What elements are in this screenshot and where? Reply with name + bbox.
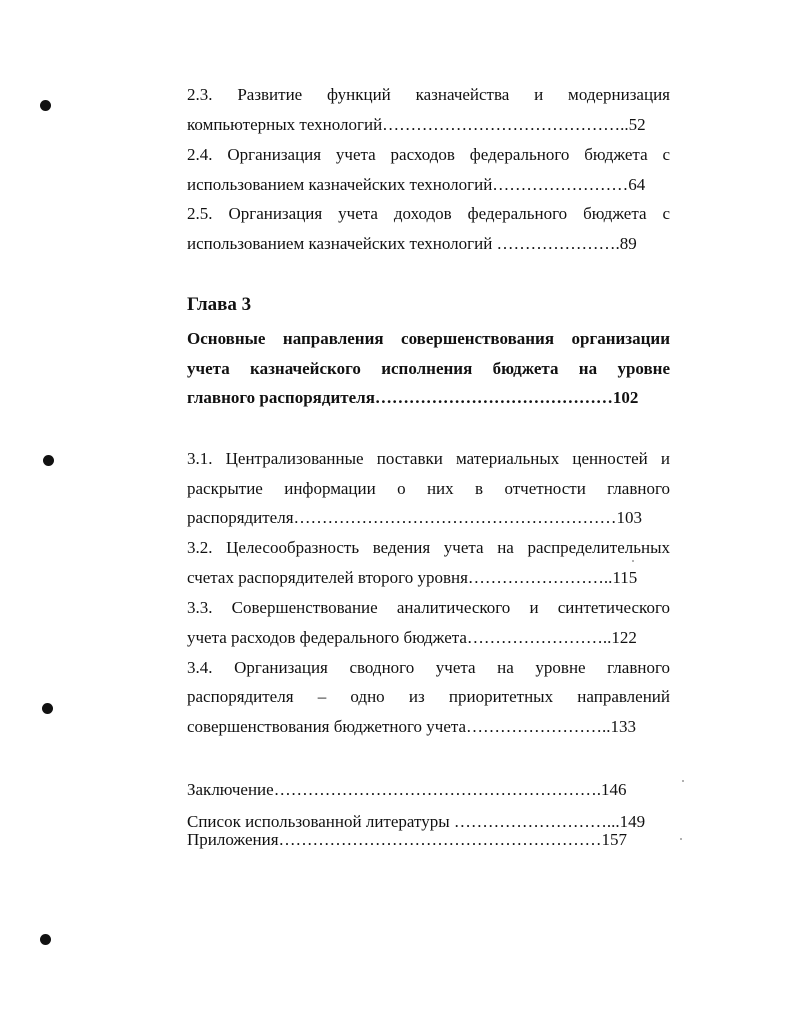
- toc-entry-2-4-line-1: 2.4. Организация учета расходов федерального бюджета с: [187, 145, 670, 164]
- punch-hole-2: [43, 455, 54, 466]
- chapter-title-line-1: Основные направления совершенствования организации: [187, 329, 670, 348]
- punch-hole-1: [40, 100, 51, 111]
- toc-entry-conclusion: Заключение………………………………………………….146: [187, 780, 627, 799]
- toc-entry-3-2-line-1: 3.2. Целесообразность ведения учета на распределительных: [187, 538, 670, 557]
- toc-entry-3-1-line-2: раскрытие информации о них в отчетности главного: [187, 479, 670, 498]
- toc-entry-3-3-line-2: учета расходов федерального бюджета……………………..122: [187, 628, 637, 647]
- chapter-heading: Глава 3: [187, 294, 252, 315]
- punch-hole-3: [42, 703, 53, 714]
- toc-entry-3-2-line-2: счетах распорядителей второго уровня……………………..115: [187, 568, 638, 587]
- toc-entry-3-1-line-1: 3.1. Централизованные поставки материальных ценностей и: [187, 449, 670, 468]
- scan-speck: [682, 780, 684, 782]
- toc-entry-3-1-line-3: распорядителя…………………………………………………103: [187, 508, 643, 527]
- toc-entry-2-5-line-1: 2.5. Организация учета доходов федерального бюджета с: [187, 204, 670, 223]
- toc-entry-3-4-line-2: распорядителя – одно из приоритетных направлений: [187, 687, 670, 706]
- toc-entry-2-3-line-1: 2.3. Развитие функций казначейства и модернизация: [187, 85, 670, 104]
- toc-entry-2-5-line-2: использованием казначейских технологий ………………….89: [187, 234, 637, 253]
- toc-entry-3-4-line-1: 3.4. Организация сводного учета на уровне главного: [187, 658, 670, 677]
- toc-entry-2-4-line-2: использованием казначейских технологий……………………64: [187, 175, 646, 194]
- punch-hole-4: [40, 934, 51, 945]
- toc-entry-references: Список использованной литературы ………………………...149: [187, 812, 646, 831]
- chapter-title-line-3: главного распорядителя……………………………………102: [187, 388, 639, 407]
- toc-entry-3-4-line-3: совершенствования бюджетного учета……………………..133: [187, 717, 637, 736]
- scan-speck: [632, 560, 634, 562]
- toc-entry-appendices: Приложения…………………………………………………157: [187, 830, 628, 849]
- scan-speck: [680, 838, 682, 840]
- chapter-title-line-2: учета казначейского исполнения бюджета на уровне: [187, 359, 670, 378]
- toc-entry-3-3-line-1: 3.3. Совершенствование аналитического и синтетического: [187, 598, 670, 617]
- toc-entry-2-3-line-2: компьютерных технологий……………………………………..52: [187, 115, 646, 134]
